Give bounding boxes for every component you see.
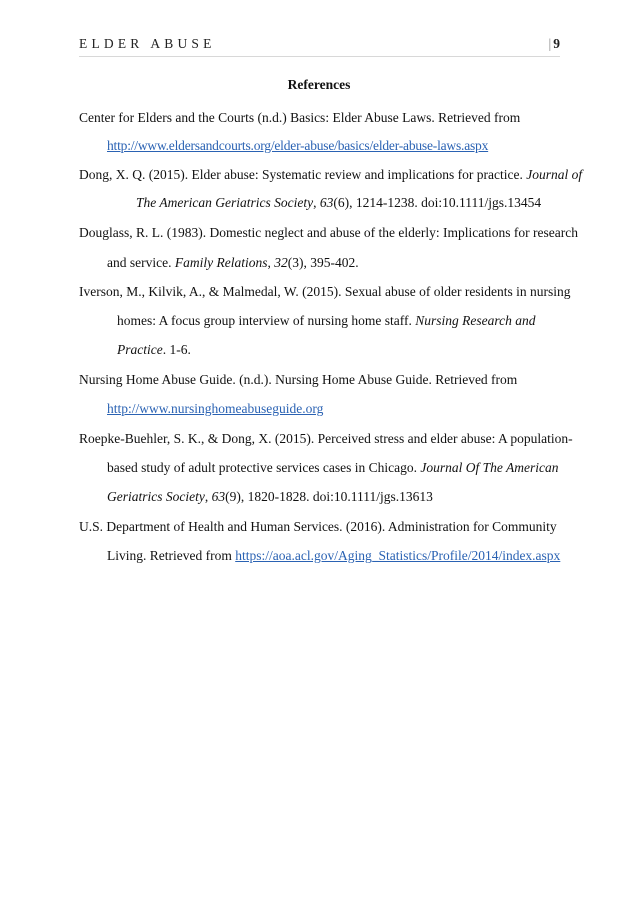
references-heading: References <box>287 77 351 92</box>
reference-5-link[interactable]: http://www.nursinghomeabuseguide.org <box>107 401 324 416</box>
reference-6-issue-pages-doi: (9), 1820-1828. doi:10.1111/jgs.13613 <box>225 489 433 504</box>
reference-1-line-1: Center for Elders and the Courts (n.d.) Basics: Elder Abuse Laws. Retrieved from <box>79 110 521 125</box>
reference-7-line-1: U.S. Department of Health and Human Services. (2016). Administration for Community <box>79 519 557 534</box>
reference-6-comma: , <box>204 489 212 504</box>
reference-7-line-2 <box>107 549 560 563</box>
reference-2-journal-part-2: The American Geriatrics Society <box>136 195 314 210</box>
reference-5-line-1: Nursing Home Abuse Guide. (n.d.). Nursing Home Abuse Guide. Retrieved from <box>79 372 518 387</box>
page-number-value: 9 <box>553 36 560 51</box>
reference-4-journal-part-1: Nursing Research and <box>415 313 536 328</box>
reference-6-volume: 63 <box>211 489 226 504</box>
reference-3-line-2 <box>107 256 359 270</box>
reference-6-line-1: Roepke-Buehler, S. K., & Dong, X. (2015). Perceived stress and elder abuse: A population- <box>79 431 573 446</box>
running-header <box>79 36 560 57</box>
reference-3-volume: 32 <box>274 255 288 270</box>
running-head-title: ELDER ABUSE <box>79 36 216 51</box>
reference-3-text: and service. <box>107 255 175 270</box>
page-number <box>549 36 560 52</box>
reference-4-journal-part-2: Practice <box>117 342 163 357</box>
page-number-separator: | <box>548 36 552 51</box>
reference-4-line-2 <box>117 314 535 328</box>
reference-6-text: based study of adult protective services cases in Chicago. <box>107 460 421 475</box>
reference-2-text: Dong, X. Q. (2015). Elder abuse: Systematic review and implications for practice. <box>79 167 527 182</box>
reference-2-comma: , <box>313 195 320 210</box>
reference-4-pages: . 1-6. <box>162 342 191 357</box>
reference-3-issue-pages: (3), 395-402. <box>287 255 359 270</box>
reference-6-line-2 <box>107 461 559 475</box>
reference-6-journal-part-2: Geriatrics Society <box>107 489 205 504</box>
reference-3-journal: Family Relations <box>174 255 268 270</box>
reference-5-url[interactable] <box>107 402 323 416</box>
reference-2-volume: 63 <box>319 195 334 210</box>
reference-6-journal-part-1: Journal Of The American <box>420 460 559 475</box>
reference-1-link[interactable]: http://www.eldersandcourts.org/elder-abuse/basics/elder-abuse-laws.aspx <box>107 138 489 153</box>
reference-7-link[interactable]: https://aoa.acl.gov/Aging_Statistics/Profile/2014/index.aspx <box>235 548 561 563</box>
reference-2-journal-part-1: Journal of <box>526 167 583 182</box>
reference-1-url[interactable] <box>107 139 488 153</box>
reference-2-line-1 <box>79 168 582 182</box>
reference-3-comma: , <box>267 255 275 270</box>
reference-6-line-3 <box>107 490 433 504</box>
reference-3-line-1: Douglass, R. L. (1983). Domestic neglect and abuse of the elderly: Implications for research <box>79 225 578 240</box>
reference-4-line-1: Iverson, M., Kilvik, A., & Malmedal, W. (2015). Sexual abuse of older residents in nursing <box>79 284 571 299</box>
reference-7-text: Living. Retrieved from <box>107 548 236 563</box>
reference-4-line-3 <box>117 343 191 357</box>
reference-2-line-2 <box>136 196 541 210</box>
reference-4-text: homes: A focus group interview of nursing home staff. <box>117 313 416 328</box>
reference-2-issue-pages-doi: (6), 1214-1238. doi:10.1111/jgs.13454 <box>333 195 542 210</box>
